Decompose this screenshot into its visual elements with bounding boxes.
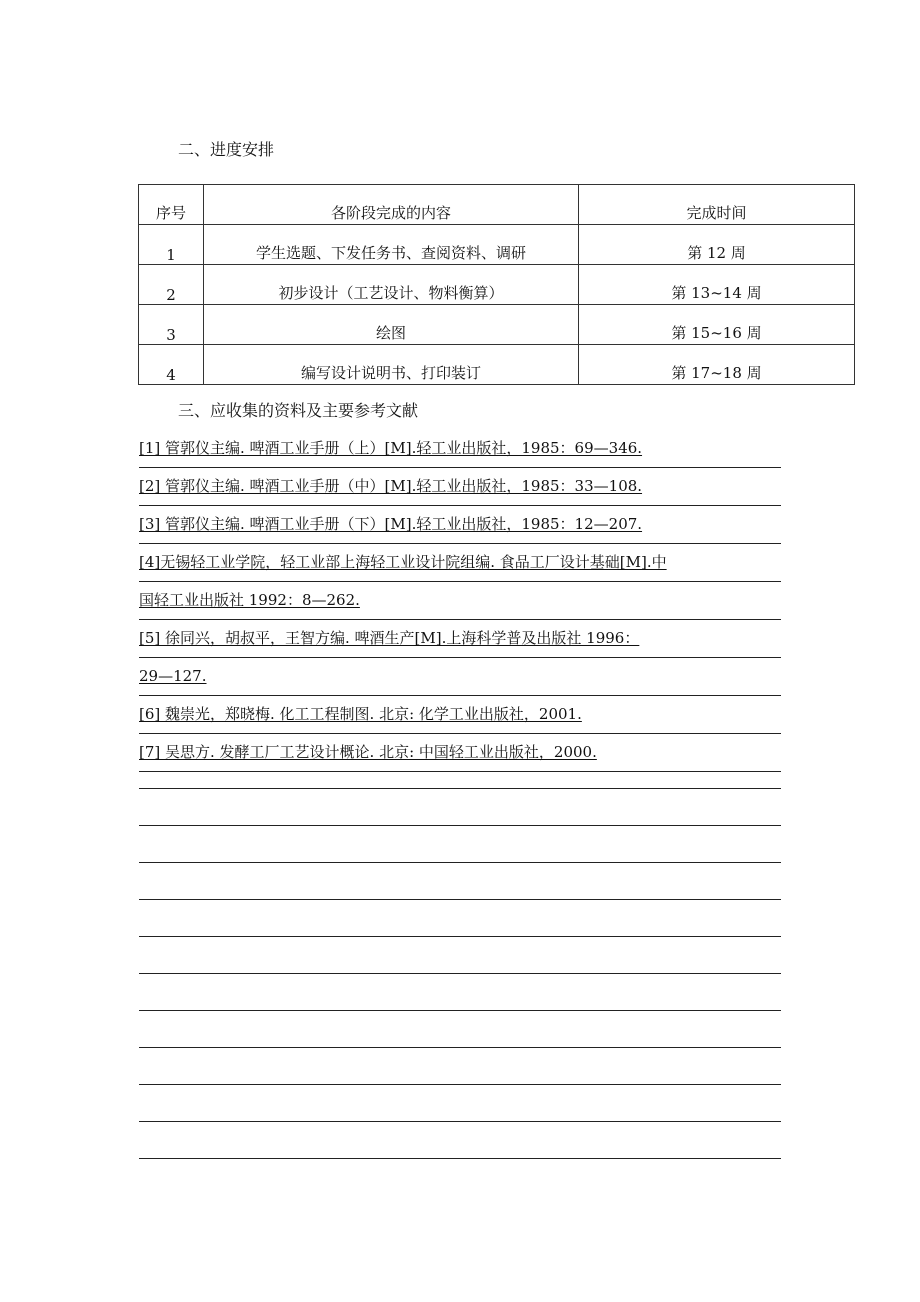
table-row [139, 305, 855, 345]
reference-item [139, 544, 781, 582]
row-time: 第 13~14 周 [579, 265, 855, 305]
reference-text: [6] 魏崇光，郑晓梅. 化工工程制图. 北京: 化学工业出版社，2001. [139, 705, 582, 723]
reference-item-continued [139, 582, 781, 620]
ruled-line [139, 1048, 781, 1085]
reference-list [139, 430, 781, 772]
section-title-references: 三、应收集的资料及主要参考文献 [178, 401, 419, 420]
reference-item [139, 696, 781, 734]
row-number: 3 [139, 305, 204, 345]
ruled-line [139, 826, 781, 863]
row-content: 绘图 [204, 305, 579, 345]
reference-text: [5] 徐同兴，胡叔平，王智方编. 啤酒生产[M].上海科学普及出版社 1996： [139, 629, 640, 647]
reference-item [139, 430, 781, 468]
ruled-line [139, 752, 781, 789]
row-content: 学生选题、下发任务书、查阅资料、调研 [204, 225, 579, 265]
ruled-line [139, 900, 781, 937]
row-time: 第 15~16 周 [579, 305, 855, 345]
row-content: 编写设计说明书、打印装订 [204, 345, 579, 385]
schedule-table [138, 184, 855, 385]
row-content: 初步设计（工艺设计、物料衡算） [204, 265, 579, 305]
header-time: 完成时间 [579, 185, 855, 225]
table-row [139, 225, 855, 265]
ruled-line [139, 937, 781, 974]
reference-text: [1] 管郭仪主编. 啤酒工业手册（上）[M].轻工业出版社，1985：69—346. [139, 439, 643, 457]
ruled-line [139, 1011, 781, 1048]
table-header-row [139, 185, 855, 225]
reference-text: [4]无锡轻工业学院，轻工业部上海轻工业设计院组编. 食品工厂设计基础[M].中 [139, 553, 667, 571]
header-seq: 序号 [139, 185, 204, 225]
table-row [139, 345, 855, 385]
reference-text: 29—127. [139, 667, 207, 685]
row-time: 第 17~18 周 [579, 345, 855, 385]
ruled-line [139, 1122, 781, 1159]
row-number: 2 [139, 265, 204, 305]
reference-item [139, 620, 781, 658]
reference-item [139, 468, 781, 506]
ruled-line [139, 974, 781, 1011]
ruled-line [139, 1085, 781, 1122]
reference-text: [3] 管郭仪主编. 啤酒工业手册（下）[M].轻工业出版社，1985：12—207. [139, 515, 643, 533]
ruled-line [139, 789, 781, 826]
blank-ruled-lines [139, 752, 781, 1159]
reference-item [139, 506, 781, 544]
ruled-line [139, 863, 781, 900]
table-row [139, 265, 855, 305]
row-number: 4 [139, 345, 204, 385]
row-time: 第 12 周 [579, 225, 855, 265]
reference-text: 国轻工业出版社 1992：8—262. [139, 591, 360, 609]
section-title-schedule: 二、进度安排 [178, 140, 275, 159]
header-content: 各阶段完成的内容 [204, 185, 579, 225]
reference-text: [2] 管郭仪主编. 啤酒工业手册（中）[M].轻工业出版社，1985：33—108. [139, 477, 643, 495]
reference-item-continued [139, 658, 781, 696]
row-number: 1 [139, 225, 204, 265]
reference-text: [7] 吴思方. 发酵工厂工艺设计概论. 北京: 中国轻工业出版社，2000. [139, 743, 597, 761]
